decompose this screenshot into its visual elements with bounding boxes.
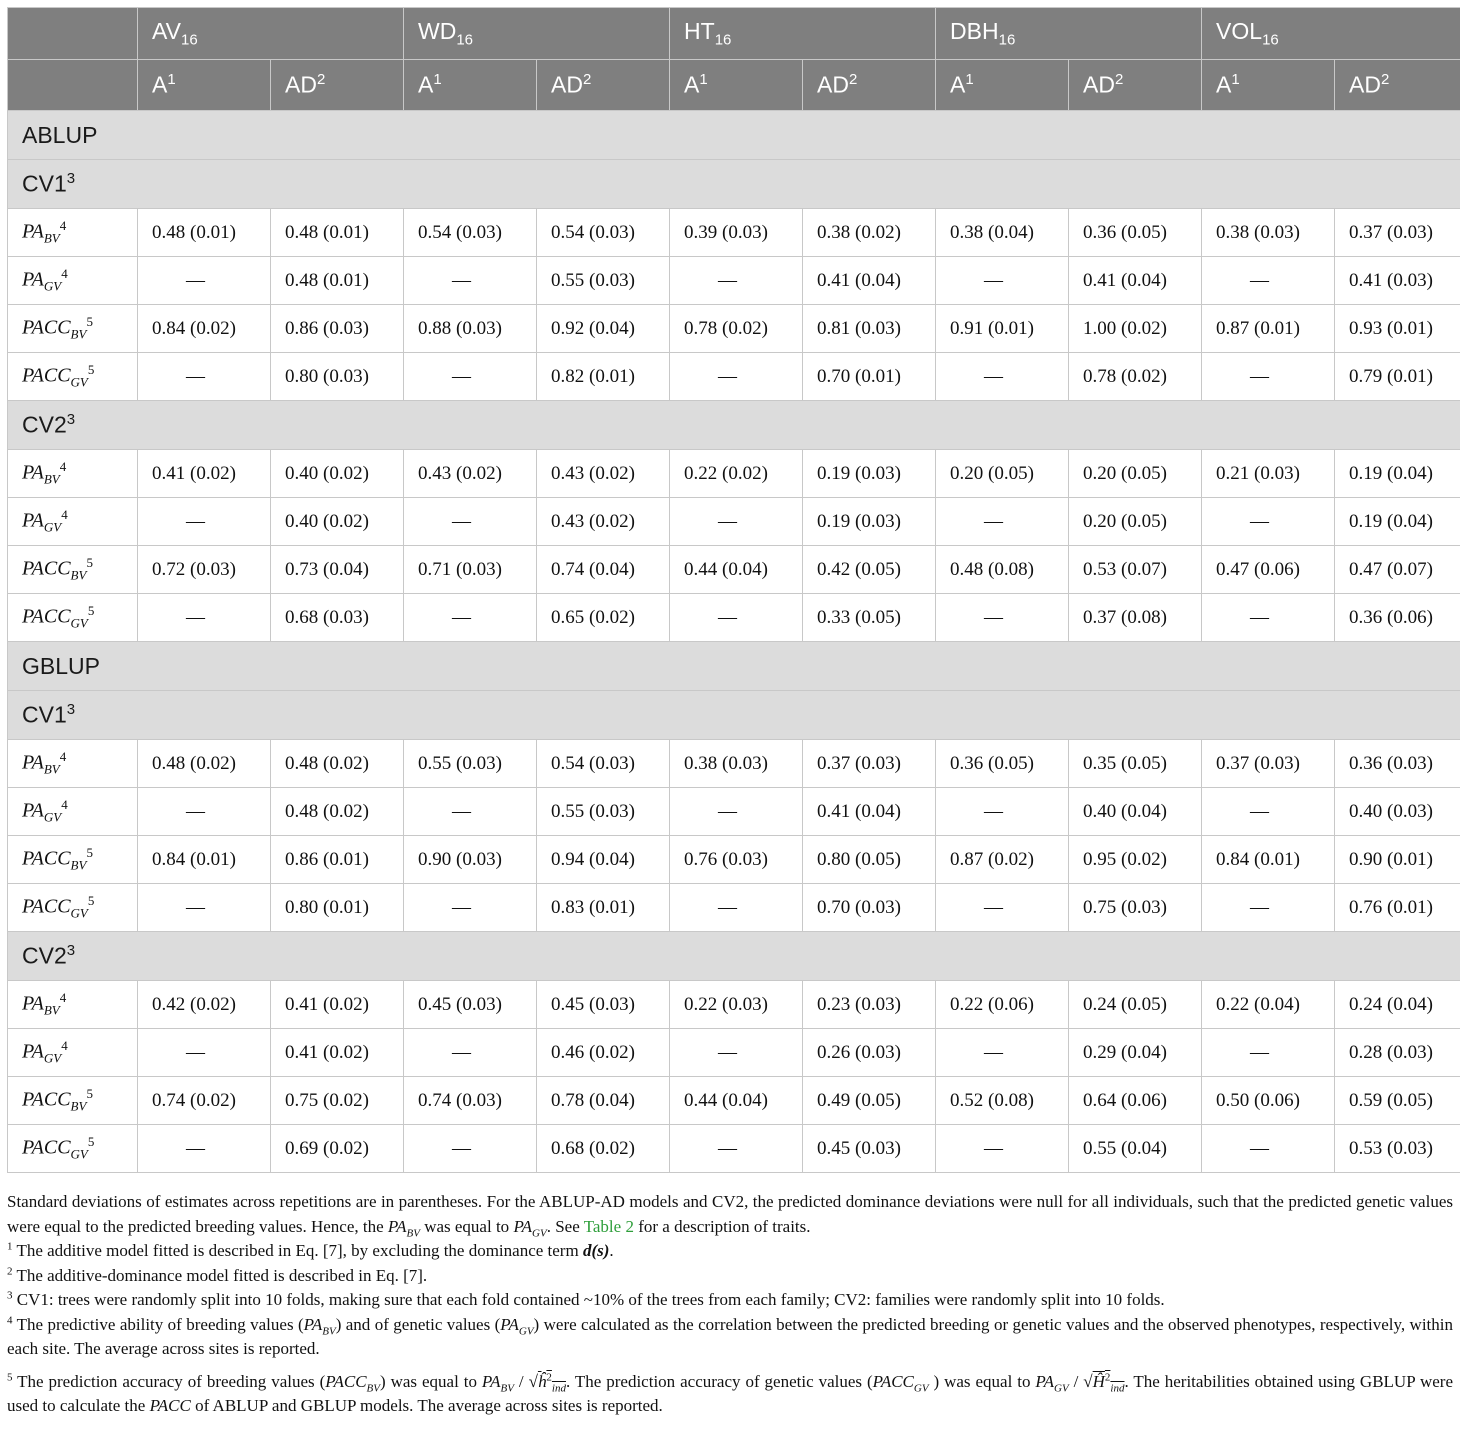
table-cell: 0.22 (0.03) (670, 981, 803, 1029)
table-cell: 0.52 (0.08) (936, 1077, 1069, 1125)
table-cell: 0.70 (0.01) (803, 353, 936, 401)
footnote-3: $^3$ CV1: trees were randomly split into 10 folds, making sure that each fold contained ~10% of the trees from each family; CV2: families were randomly split into 10 folds. (7, 1289, 1165, 1309)
table-cell: 0.23 (0.03) (803, 981, 936, 1029)
table-cell: 0.95 (0.02) (1069, 836, 1202, 884)
table-cell: — (1202, 1125, 1335, 1173)
cv-label: $CV1^3$ (8, 160, 1460, 209)
model-header-ad: $AD^2$ (537, 60, 670, 111)
table-cell: — (404, 788, 537, 836)
table-cell: 0.53 (0.07) (1069, 546, 1202, 594)
table-cell: — (404, 353, 537, 401)
table-cell: 0.87 (0.02) (936, 836, 1069, 884)
footnote-2: $^2$ The additive-dominance model fitted is described in Eq. [7]. (7, 1264, 428, 1285)
table-cell: — (138, 884, 271, 932)
table-cell: — (138, 353, 271, 401)
table-cell: 0.69 (0.02) (271, 1125, 404, 1173)
table-cell: — (1202, 353, 1335, 401)
table-cell: 0.74 (0.04) (537, 546, 670, 594)
table-cell: — (936, 353, 1069, 401)
cv-label: $CV2^3$ (8, 401, 1460, 450)
table-cell: 0.37 (0.03) (803, 740, 936, 788)
trait-header: $WD_{16}$ (404, 8, 670, 60)
table-cell: 0.19 (0.03) (803, 450, 936, 498)
table-cell: 0.41 (0.04) (803, 788, 936, 836)
table-cell: 0.54 (0.03) (404, 209, 537, 257)
table-cell: 0.83 (0.01) (537, 884, 670, 932)
table-cell: 0.72 (0.03) (138, 546, 271, 594)
table-cell: 0.36 (0.06) (1335, 594, 1460, 642)
table-cell: 0.73 (0.04) (271, 546, 404, 594)
table-cell: 0.90 (0.03) (404, 836, 537, 884)
table-cell: — (670, 1029, 803, 1077)
table-cell: 0.80 (0.01) (271, 884, 404, 932)
table-cell: — (670, 594, 803, 642)
table-cell: 0.37 (0.03) (1335, 209, 1460, 257)
metric-label: $PA_{GV}^4$ (8, 788, 138, 836)
table-cell: 0.45 (0.03) (803, 1125, 936, 1173)
table-cell: 0.55 (0.03) (537, 257, 670, 305)
table-cell: — (936, 1125, 1069, 1173)
metric-label: $PA_{BV}^4$ (8, 450, 138, 498)
table-cell: 0.40 (0.02) (271, 450, 404, 498)
table-row (8, 1029, 1460, 1077)
table-row (8, 594, 1460, 642)
table-cell: 0.41 (0.02) (138, 450, 271, 498)
table-cell: 0.76 (0.01) (1335, 884, 1460, 932)
table-cell: 0.20 (0.05) (936, 450, 1069, 498)
corner-cell (8, 8, 138, 60)
table-cell: 0.36 (0.05) (1069, 209, 1202, 257)
table-cell: — (404, 1125, 537, 1173)
table-cell: 0.41 (0.02) (271, 981, 404, 1029)
table-cell: 0.84 (0.01) (1202, 836, 1335, 884)
cv-label: $CV1^3$ (8, 691, 1460, 740)
trait-header: $VOL_{16}$ (1202, 8, 1460, 60)
footnote-4: $^4$ The predictive ability of breeding values $(PA_{BV})$ and of genetic values $(PA_{GV})$ were calculated as the correlation between the predicted breeding or genetic values and the observed phenotypes, respectively, within each site. The average across sites is reported. (7, 1313, 1453, 1358)
table-cell: 0.24 (0.04) (1335, 981, 1460, 1029)
table-cell: 0.64 (0.06) (1069, 1077, 1202, 1125)
sqrt-H-formula: $√Ĥ^2_{ind}$ (1083, 1370, 1125, 1394)
table-cell: 0.59 (0.05) (1335, 1077, 1460, 1125)
table-cell: 0.48 (0.01) (271, 257, 404, 305)
table-cell: 0.38 (0.02) (803, 209, 936, 257)
table-cell: 0.74 (0.03) (404, 1077, 537, 1125)
table-cell: 0.55 (0.03) (404, 740, 537, 788)
table-cell: 0.38 (0.04) (936, 209, 1069, 257)
table-cell: 0.22 (0.04) (1202, 981, 1335, 1029)
table-cell: 0.38 (0.03) (1202, 209, 1335, 257)
table-row (8, 353, 1460, 401)
table-cell: 0.81 (0.03) (803, 305, 936, 353)
table-cell: — (936, 257, 1069, 305)
table-cell: 0.80 (0.05) (803, 836, 936, 884)
footnote-1: $^1$ The additive model fitted is described in Eq. [7], by excluding the dominance term d(s). (7, 1240, 614, 1260)
metric-label: $PACC_{BV}^5$ (8, 836, 138, 884)
table-row (8, 1077, 1460, 1125)
table-cell: 0.33 (0.05) (803, 594, 936, 642)
table-cell: 0.36 (0.05) (936, 740, 1069, 788)
table-row (8, 450, 1460, 498)
table-cell: 0.87 (0.01) (1202, 305, 1335, 353)
table-cell: 0.41 (0.02) (271, 1029, 404, 1077)
section-label: GBLUP (8, 642, 1460, 691)
table-cell: 0.41 (0.04) (803, 257, 936, 305)
table-cell: 0.80 (0.03) (271, 353, 404, 401)
table-notes (7, 1190, 1453, 1419)
table-row (8, 498, 1460, 546)
table-cell: — (936, 594, 1069, 642)
section-row (8, 111, 1460, 160)
metric-label: $PACC_{GV}^5$ (8, 1125, 138, 1173)
metric-label: $PACC_{BV}^5$ (8, 1077, 138, 1125)
model-header-ad: $AD^2$ (803, 60, 936, 111)
table-cell: 0.42 (0.05) (803, 546, 936, 594)
table-row (8, 788, 1460, 836)
table-cell: 1.00 (0.02) (1069, 305, 1202, 353)
table-cell: — (1202, 498, 1335, 546)
table-cell: — (936, 1029, 1069, 1077)
table-cell: 0.20 (0.05) (1069, 498, 1202, 546)
table-cell: 0.40 (0.02) (271, 498, 404, 546)
table-cell: 0.19 (0.04) (1335, 450, 1460, 498)
table-cell: 0.55 (0.04) (1069, 1125, 1202, 1173)
table-cell: — (1202, 594, 1335, 642)
table-row (8, 1125, 1460, 1173)
table-cell: 0.65 (0.02) (537, 594, 670, 642)
table-cell: 0.75 (0.03) (1069, 884, 1202, 932)
table-cell: 0.90 (0.01) (1335, 836, 1460, 884)
cv-row (8, 691, 1460, 740)
table-cell: — (404, 884, 537, 932)
table-cell: 0.40 (0.04) (1069, 788, 1202, 836)
table-cell: 0.71 (0.03) (404, 546, 537, 594)
table-cell: 0.49 (0.05) (803, 1077, 936, 1125)
table-cell: — (670, 498, 803, 546)
table-cell: — (138, 1125, 271, 1173)
table-cell: 0.94 (0.04) (537, 836, 670, 884)
table-cell: 0.45 (0.03) (537, 981, 670, 1029)
table-cell: 0.44 (0.04) (670, 1077, 803, 1125)
section-label: ABLUP (8, 111, 1460, 160)
table-cell: 0.45 (0.03) (404, 981, 537, 1029)
cv-row (8, 932, 1460, 981)
table-cell: 0.78 (0.04) (537, 1077, 670, 1125)
metric-label: $PA_{BV}^4$ (8, 981, 138, 1029)
table-cell: 0.48 (0.02) (271, 740, 404, 788)
trait-header: $DBH_{16}$ (936, 8, 1202, 60)
table-row (8, 836, 1460, 884)
table-cell: — (138, 788, 271, 836)
table-cell: 0.19 (0.03) (803, 498, 936, 546)
table-row (8, 884, 1460, 932)
table-cell: — (670, 353, 803, 401)
table-cell: 0.54 (0.03) (537, 740, 670, 788)
table-cell: — (1202, 788, 1335, 836)
table-cell: 0.44 (0.04) (670, 546, 803, 594)
metric-label: $PA_{GV}^4$ (8, 257, 138, 305)
table-cell: 0.22 (0.06) (936, 981, 1069, 1029)
main-note: Standard deviations of estimates across repetitions are in parentheses. For the ABLUP-AD models and CV2, the predicted dominance deviations were null for all individuals, such that the predicted genetic values were equal to the predicted breeding values. Hence, the $PA_{BV}$ was equal to $PA_{GV}$. See Table 2 for a description of traits. (7, 1192, 1453, 1239)
table-cell: — (1202, 257, 1335, 305)
metric-label: $PA_{GV}^4$ (8, 498, 138, 546)
table-cell: 0.93 (0.01) (1335, 305, 1460, 353)
table-row (8, 209, 1460, 257)
table-cell: — (138, 498, 271, 546)
table-cell: 0.41 (0.03) (1335, 257, 1460, 305)
table-cell: 0.43 (0.02) (537, 450, 670, 498)
table-cell: 0.88 (0.03) (404, 305, 537, 353)
model-header-a: $A^1$ (936, 60, 1069, 111)
metric-label: $PA_{BV}^4$ (8, 209, 138, 257)
footnote-5: $^5$ The prediction accuracy of breeding values $(PACC_{BV})$ was equal to $PA_{BV}$ / $√ĥ^2_{ind}$. The prediction accuracy of genetic values ($PACC_{GV}$ ) was equal to $PA_{GV}$ / $√Ĥ^2_{ind}$. The heritabilities obtained using GBLUP were used to calculate the PACC of ABLUP and GBLUP models. The average across sites is reported. (7, 1370, 1454, 1415)
table-cell: 0.48 (0.02) (138, 740, 271, 788)
table-cell: 0.35 (0.05) (1069, 740, 1202, 788)
table-cell: — (138, 594, 271, 642)
table-cell: 0.19 (0.04) (1335, 498, 1460, 546)
table-cell: 0.37 (0.08) (1069, 594, 1202, 642)
table-cell: 0.74 (0.02) (138, 1077, 271, 1125)
table-cell: 0.82 (0.01) (537, 353, 670, 401)
table-cell: 0.76 (0.03) (670, 836, 803, 884)
table-cell: 0.43 (0.02) (537, 498, 670, 546)
table-cell: 0.91 (0.01) (936, 305, 1069, 353)
metric-label: $PACC_{GV}^5$ (8, 353, 138, 401)
table-cell: 0.79 (0.01) (1335, 353, 1460, 401)
table-cell: — (404, 1029, 537, 1077)
table-cell: 0.46 (0.02) (537, 1029, 670, 1077)
table-cell: 0.75 (0.02) (271, 1077, 404, 1125)
section-row (8, 642, 1460, 691)
table-cell: — (1202, 1029, 1335, 1077)
table-cell: 0.47 (0.06) (1202, 546, 1335, 594)
table-cell: — (138, 1029, 271, 1077)
cv-label: $CV2^3$ (8, 932, 1460, 981)
corner-cell (8, 60, 138, 111)
table-row (8, 981, 1460, 1029)
results-table (7, 7, 1460, 1173)
table-cell: 0.86 (0.01) (271, 836, 404, 884)
table-cell: 0.40 (0.03) (1335, 788, 1460, 836)
table-cell: — (670, 788, 803, 836)
trait-header: $HT_{16}$ (670, 8, 936, 60)
cv-row (8, 401, 1460, 450)
table-cell: 0.48 (0.01) (271, 209, 404, 257)
table-row (8, 546, 1460, 594)
model-header-ad: $AD^2$ (271, 60, 404, 111)
table-cell: 0.48 (0.02) (271, 788, 404, 836)
table-cell: 0.22 (0.02) (670, 450, 803, 498)
table-cell: 0.92 (0.04) (537, 305, 670, 353)
table-cell: 0.50 (0.06) (1202, 1077, 1335, 1125)
table-cell: 0.48 (0.01) (138, 209, 271, 257)
table-cell: 0.54 (0.03) (537, 209, 670, 257)
table-cell: — (670, 884, 803, 932)
model-header-a: $A^1$ (1202, 60, 1335, 111)
table-cell: — (138, 257, 271, 305)
metric-label: $PA_{BV}^4$ (8, 740, 138, 788)
table-cell: 0.78 (0.02) (670, 305, 803, 353)
table-cell: 0.36 (0.03) (1335, 740, 1460, 788)
table-cell: 0.86 (0.03) (271, 305, 404, 353)
metric-label: $PACC_{GV}^5$ (8, 884, 138, 932)
table-cell: — (670, 1125, 803, 1173)
table-cell: 0.84 (0.01) (138, 836, 271, 884)
table-cell: 0.43 (0.02) (404, 450, 537, 498)
table-cell: 0.84 (0.02) (138, 305, 271, 353)
table-cell: 0.41 (0.04) (1069, 257, 1202, 305)
model-header-a: $A^1$ (404, 60, 537, 111)
metric-label: $PACC_{GV}^5$ (8, 594, 138, 642)
table-cell: 0.21 (0.03) (1202, 450, 1335, 498)
table-cell: 0.42 (0.02) (138, 981, 271, 1029)
table-cell: — (404, 498, 537, 546)
table-cell: — (1202, 884, 1335, 932)
table-cell: 0.55 (0.03) (537, 788, 670, 836)
table-cell: 0.78 (0.02) (1069, 353, 1202, 401)
table-cell: — (404, 594, 537, 642)
table-cell: — (670, 257, 803, 305)
table-cell: 0.47 (0.07) (1335, 546, 1460, 594)
table-cell: — (936, 884, 1069, 932)
table-cell: 0.70 (0.03) (803, 884, 936, 932)
table-cell: 0.48 (0.08) (936, 546, 1069, 594)
sqrt-h-formula: $√ĥ^2_{ind}$ (528, 1370, 566, 1394)
table-cell: 0.24 (0.05) (1069, 981, 1202, 1029)
table-cell: 0.39 (0.03) (670, 209, 803, 257)
model-header-a: $A^1$ (670, 60, 803, 111)
model-header-a: $A^1$ (138, 60, 271, 111)
metric-label: $PACC_{BV}^5$ (8, 305, 138, 353)
table-row (8, 305, 1460, 353)
table-cell: 0.38 (0.03) (670, 740, 803, 788)
table-cell: 0.68 (0.03) (271, 594, 404, 642)
metric-label: $PACC_{BV}^5$ (8, 546, 138, 594)
trait-header-row (8, 8, 1460, 60)
table2-link[interactable]: Table 2 (583, 1216, 634, 1236)
table-cell: 0.68 (0.02) (537, 1125, 670, 1173)
table-cell: 0.28 (0.03) (1335, 1029, 1460, 1077)
trait-header: $AV_{16}$ (138, 8, 404, 60)
model-header-row (8, 60, 1460, 111)
table-cell: — (404, 257, 537, 305)
table-cell: 0.37 (0.03) (1202, 740, 1335, 788)
table-cell: — (936, 498, 1069, 546)
cv-row (8, 160, 1460, 209)
table-row (8, 257, 1460, 305)
table-cell: 0.20 (0.05) (1069, 450, 1202, 498)
model-header-ad: $AD^2$ (1335, 60, 1460, 111)
metric-label: $PA_{GV}^4$ (8, 1029, 138, 1077)
table-row (8, 740, 1460, 788)
table-cell: 0.29 (0.04) (1069, 1029, 1202, 1077)
model-header-ad: $AD^2$ (1069, 60, 1202, 111)
table-cell: 0.53 (0.03) (1335, 1125, 1460, 1173)
table-cell: 0.26 (0.03) (803, 1029, 936, 1077)
table-cell: — (936, 788, 1069, 836)
